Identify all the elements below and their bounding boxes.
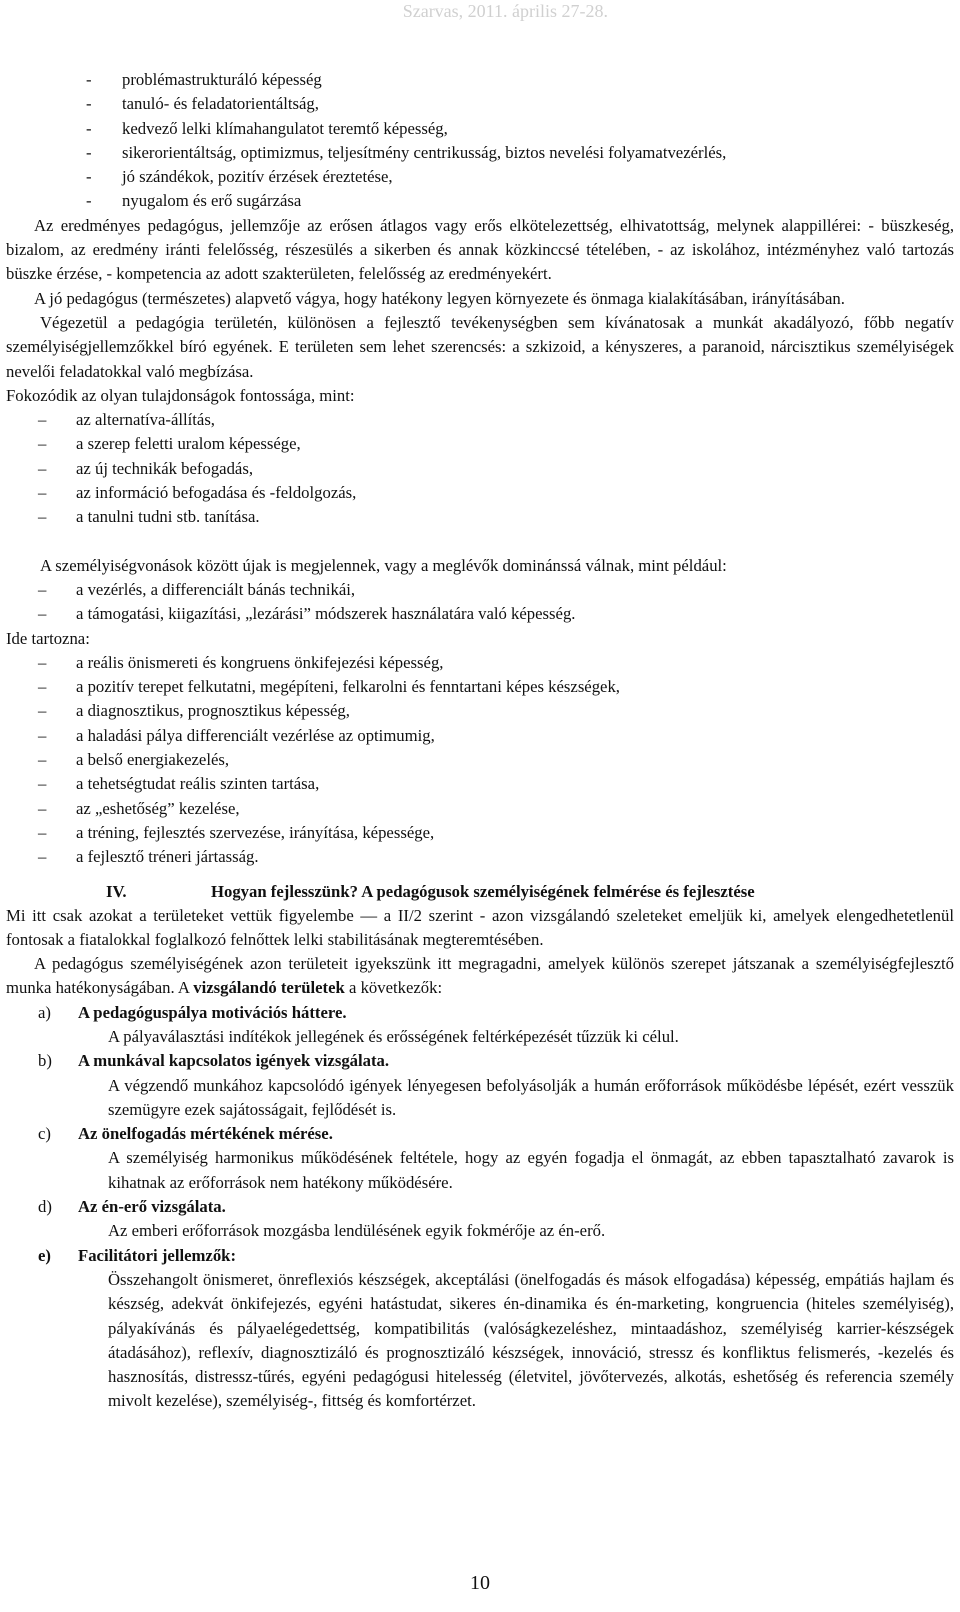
- list-item: – az alternatíva-állítás,: [6, 408, 954, 432]
- abilities-list: [6, 651, 954, 870]
- list-item: – a tehetségtudat reális szinten tartása,: [6, 772, 954, 796]
- list-item: - jó szándékok, pozitív érzések éreztetése,: [6, 165, 954, 189]
- area-label: b) A munkával kapcsolatos igények vizsgálata.: [38, 1051, 390, 1071]
- paragraph: Az eredményes pedagógus, jellemzője az erősen átlagos vagy erős elkötelezettség, elhivatottság, melynek alappillérei: - büszkeség, bizalom, az eredmény iránti felelősség, részesülés a sikerben és annak közkinccsé tételében, - az iskolához, intézményhez való tartozás büszke érzése, - kompetencia az adott szakterületen, felelősség az eredményekért.: [6, 215, 954, 284]
- area-description: A személyiség harmonikus működésének feltétele, hogy az egyén fogadja el önmagát, az ebben tapasztalható zavarok is kihatnak az erőforrások nem hatékony működésére.: [108, 1148, 954, 1192]
- list-item: – a tanulni tudni stb. tanítása.: [6, 505, 954, 529]
- list-item: – a támogatási, kiigazítási, „lezárási” módszerek használatára való képesség.: [6, 602, 954, 626]
- qualities-list: [6, 408, 954, 529]
- area-description: A pályaválasztási indítékok jellegének és erősségének feltérképezését tűzzük ki célul.: [108, 1026, 679, 1046]
- page-header: Szarvas, 2011. április 27-28.: [402, 1, 608, 21]
- area-label: a) A pedagóguspálya motivációs háttere.: [38, 1002, 347, 1022]
- list-item: – a fejlesztő tréneri jártasság.: [6, 845, 954, 869]
- list-item: – a vezérlés, a differenciált bánás technikái,: [6, 578, 954, 602]
- list-item: – a reális önismereti és kongruens önkifejezési képesség,: [6, 651, 954, 675]
- page-number: 10: [470, 1572, 490, 1594]
- section-title: Hogyan fejlesszünk? A pedagógusok személyiségének felmérése és fejlesztése: [211, 881, 755, 901]
- area-description: A végzendő munkához kapcsolódó igények lényegesen befolyásolják a humán erőforrások működésbe lépését, ezért vesszük szemügyre ezek sajátosságait, fejlődését is.: [108, 1075, 954, 1119]
- paragraph: Végezetül a pedagógia területén, különösen a fejlesztő tevékenységben sem kívánatosak a munkát akadályozó, főbb negatív személyiségjellemzőkkel bíró egyének. E területen sem lehet szerencsés: a szkizoid, a kényszeres, a paranoid, nárcisztikus személyiségek nevelői feladatokkal való megbízása.: [6, 312, 954, 381]
- paragraph: Ide tartozna:: [6, 628, 90, 648]
- list-item: – a haladási pálya differenciált vezérlése az optimumig,: [6, 724, 954, 748]
- area-description: Összehangolt önismeret, önreflexiós készségek, akceptálási (önelfogadás és mások elfogadása) képesség, empátiás hajlam és készség, adekvát önkifejezés, egyéni hatástudat, sikeres én-dinamika és én-marketing, kongruencia (hiteles személyiség), pályakívánás és pályaelégedettség, kompatibilitás (valóságkezeléshez, mintaadáshoz, személyiség karrier-készségek átadásához), reflexív, diagnosztizáló és prognosztizáló készségek, innováció, stressz és konfliktus felismerés, -kezelés és hasznosítás, distressz-tűrés, egyéni pedagógusi hitelesség (életvitel, jövőtervezés, alkotás, eshetőség és referencia személy mivolt kezelése), személyiség-, fittség és komfortérzet.: [108, 1269, 954, 1411]
- list-item: - nyugalom és erő sugárzása: [6, 189, 954, 213]
- assessment-area: [6, 1244, 954, 1414]
- list-item: - problémastrukturáló képesség: [6, 68, 954, 92]
- assessment-area: [6, 1001, 954, 1050]
- section-number: IV.: [106, 881, 127, 901]
- traits-list: [6, 68, 954, 214]
- paragraph: Fokozódik az olyan tulajdonságok fontossága, mint:: [6, 385, 355, 405]
- area-description: Az emberi erőforrások mozgásba lendülésének egyik fokmérője az én-erő.: [108, 1221, 606, 1241]
- assessment-area: [6, 1195, 954, 1244]
- list-item: - sikerorientáltság, optimizmus, teljesítmény centrikusság, biztos nevelési folyamatvezérlés,: [6, 141, 954, 165]
- area-label: d) Az én-erő vizsgálata.: [38, 1197, 226, 1217]
- section-heading: [6, 880, 954, 904]
- paragraph: A pedagógus személyiségének azon területeit igyekszünk itt megragadni, amelyek különös szerepet játszanak a személyiségfejlesztő munka hatékonyságában. A vizsgálandó területek a következők:: [6, 954, 954, 998]
- area-label: e) Facilitátori jellemzők:: [38, 1245, 237, 1265]
- paragraph: A jó pedagógus (természetes) alapvető vágya, hogy hatékony legyen környezete és önmaga kialakításában, irányításában.: [34, 288, 845, 308]
- list-item: – a pozitív terepet felkutatni, megépíteni, felkarolni és fenntartani képes készségek,: [6, 675, 954, 699]
- techniques-list: [6, 578, 954, 627]
- assessment-area: [6, 1049, 954, 1122]
- list-item: – a tréning, fejlesztés szervezése, irányítása, képessége,: [6, 821, 954, 845]
- assessment-area: [6, 1122, 954, 1195]
- area-label: c) Az önelfogadás mértékének mérése.: [38, 1124, 333, 1144]
- list-item: - kedvező lelki klímahangulatot teremtő képesség,: [6, 117, 954, 141]
- paragraph: A személyiségvonások között újak is megjelennek, vagy a meglévők dominánssá válnak, mint például:: [40, 555, 727, 575]
- paragraph: Mi itt csak azokat a területeket vettük figyelembe — a II/2 szerint - azon vizsgálandó szeleteket emeljük ki, amelyek elengedhetetlenül fontosak a fiatalokkal foglalkozó felnőttek lelki stabilitásának megteremtésében.: [6, 905, 954, 949]
- list-item: – a belső energiakezelés,: [6, 748, 954, 772]
- list-item: – az „eshetőség” kezelése,: [6, 797, 954, 821]
- list-item: - tanuló- és feladatorientáltság,: [6, 92, 954, 116]
- list-item: – a diagnosztikus, prognosztikus képesség,: [6, 699, 954, 723]
- list-item: – az új technikák befogadás,: [6, 457, 954, 481]
- list-item: – az információ befogadása és -feldolgozás,: [6, 481, 954, 505]
- document-body: [6, 68, 954, 1414]
- list-item: – a szerep feletti uralom képessége,: [6, 432, 954, 456]
